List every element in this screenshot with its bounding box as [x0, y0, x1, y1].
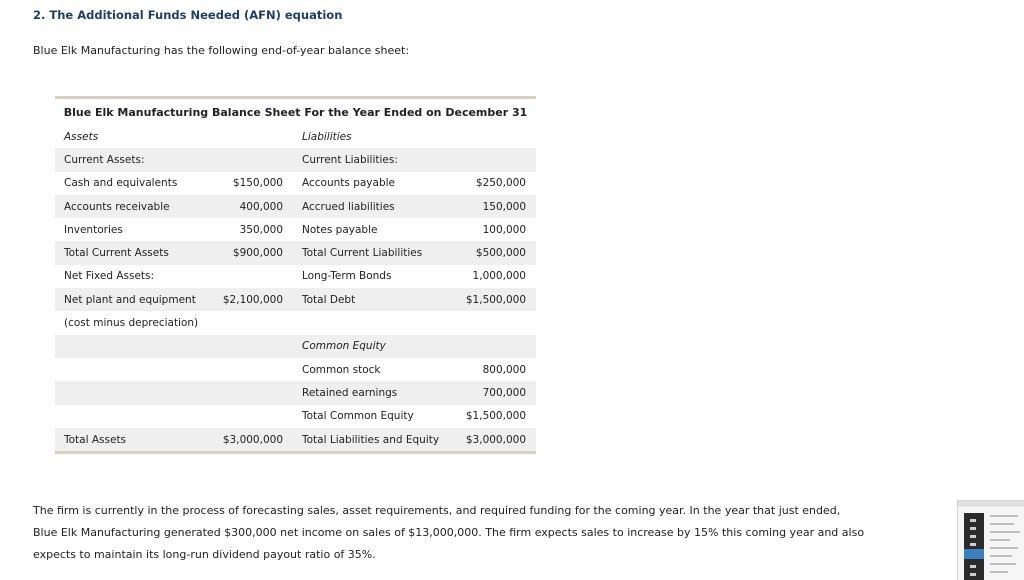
row-label-assets: [55, 381, 213, 404]
row-label-liabilities: Total Liabilities and Equity: [293, 428, 453, 451]
table-row: [55, 311, 536, 334]
row-label-assets: Total Assets: [55, 428, 213, 451]
row-value-liabilities: [453, 335, 536, 358]
thumbnail-sidebar: [964, 513, 984, 580]
row-value-assets: $3,000,000: [213, 428, 293, 451]
row-value-assets: 400,000: [213, 195, 293, 218]
table-row: [55, 381, 536, 404]
row-value-assets: [213, 125, 293, 148]
section-heading: 2. The Additional Funds Needed (AFN) equation: [33, 8, 343, 22]
row-label-liabilities: Total Debt: [293, 288, 453, 311]
row-value-assets: $2,100,000: [213, 288, 293, 311]
row-value-assets: 350,000: [239, 223, 283, 236]
row-value-assets: [213, 265, 293, 288]
table-row: [55, 241, 536, 264]
table-row: [55, 148, 536, 171]
table-row: [55, 335, 536, 358]
row-value-liabilities: $3,000,000: [453, 428, 536, 451]
row-value-liabilities: $250,000: [475, 177, 526, 190]
row-value-assets: [213, 335, 293, 358]
problem-text-line: Blue Elk Manufacturing generated $300,000 net income on sales of $13,000,000. The firm expects sales to increase by 15% this coming year and also: [33, 526, 865, 539]
row-value-liabilities: 700,000: [453, 381, 536, 404]
row-value-assets: $900,000: [213, 241, 293, 264]
balance-sheet: [55, 96, 536, 454]
table-row: [55, 172, 536, 195]
thumbnail-line: [990, 523, 1014, 525]
row-label-liabilities: Total Common Equity: [302, 410, 414, 423]
thumbnail-sidebar-dot: [970, 535, 976, 538]
thumbnail-line: [990, 515, 1018, 517]
problem-text-line: expects to maintain its long-run dividend payout ratio of 35%.: [33, 548, 376, 561]
thumbnail-line: [990, 531, 1020, 533]
row-value-assets: $150,000: [232, 177, 283, 190]
row-label-liabilities: Notes payable: [302, 223, 378, 236]
row-label-assets: Cash and equivalents: [64, 177, 178, 190]
thumbnail-sidebar-dot: [970, 527, 976, 530]
row-label-assets: Accounts receivable: [55, 195, 213, 218]
row-label-liabilities: Liabilities: [302, 130, 352, 143]
row-label-assets: Current Assets:: [55, 148, 213, 171]
table-row: [55, 195, 536, 218]
thumbnail-toolbar: [958, 501, 1024, 507]
row-label-liabilities: Retained earnings: [293, 381, 453, 404]
thumbnail-line: [990, 539, 1010, 541]
balance-sheet-title: Blue Elk Manufacturing Balance Sheet For the Year Ended on December 31: [63, 106, 528, 119]
row-label-liabilities: Common Equity: [293, 335, 453, 358]
thumbnail-sidebar-dot: [970, 573, 976, 576]
problem-text-line: The firm is currently in the process of forecasting sales, asset requirements, and required funding for the coming year. In the year that just ended,: [33, 504, 841, 517]
thumbnail-sidebar-selected: [964, 549, 984, 559]
table-row: [55, 428, 536, 451]
row-label-liabilities: Accrued liabilities: [293, 195, 453, 218]
table-row: [55, 218, 536, 241]
row-label-liabilities: Total Current Liabilities: [293, 241, 453, 264]
thumbnail-line: [990, 555, 1012, 557]
row-value-liabilities: [453, 148, 536, 171]
row-label-liabilities: Long-Term Bonds: [302, 270, 392, 283]
row-value-liabilities: 1,000,000: [472, 270, 526, 283]
thumbnail-sidebar-dot: [970, 565, 976, 568]
row-label-assets: [55, 335, 213, 358]
row-value-liabilities: 150,000: [453, 195, 536, 218]
row-label-liabilities: Common stock: [302, 363, 381, 376]
row-label-assets: Assets: [64, 130, 99, 143]
table-row: [55, 405, 536, 428]
balance-sheet-table: [55, 125, 536, 451]
thumbnail-line: [990, 563, 1016, 565]
row-label-assets: Net plant and equipment: [55, 288, 213, 311]
row-label-liabilities: Current Liabilities:: [293, 148, 453, 171]
row-label-liabilities: [293, 311, 453, 334]
thumbnail-line: [990, 571, 1008, 573]
row-label-assets: Inventories: [64, 223, 123, 236]
row-value-liabilities: $500,000: [453, 241, 536, 264]
row-label-assets: [55, 358, 213, 381]
row-label-assets: Total Current Assets: [55, 241, 213, 264]
row-value-assets: [213, 148, 293, 171]
row-value-liabilities: $1,500,000: [453, 288, 536, 311]
row-label-liabilities: Accounts payable: [302, 177, 395, 190]
row-value-assets: [213, 381, 293, 404]
table-row: [55, 265, 536, 288]
row-label-assets: Net Fixed Assets:: [64, 270, 155, 283]
row-value-assets: [213, 405, 293, 428]
thumbnail-line: [990, 547, 1018, 549]
table-row: [55, 358, 536, 381]
problem-text: [33, 500, 873, 566]
row-value-liabilities: [453, 311, 536, 334]
intro-text: Blue Elk Manufacturing has the following end-of-year balance sheet:: [33, 44, 410, 57]
thumbnail-sidebar-dot: [970, 519, 976, 522]
row-value-liabilities: [453, 125, 536, 148]
row-value-assets: [213, 311, 293, 334]
row-value-liabilities: 800,000: [482, 363, 526, 376]
table-row: [55, 288, 536, 311]
row-value-liabilities: 100,000: [482, 223, 526, 236]
thumbnail-sidebar-dot: [970, 543, 976, 546]
screenshot-thumbnail[interactable]: [957, 500, 1024, 580]
table-row: [55, 125, 536, 148]
row-label-assets: (cost minus depreciation): [64, 317, 199, 330]
row-label-assets: [55, 405, 213, 428]
row-value-liabilities: $1,500,000: [465, 410, 526, 423]
row-value-assets: [213, 358, 293, 381]
